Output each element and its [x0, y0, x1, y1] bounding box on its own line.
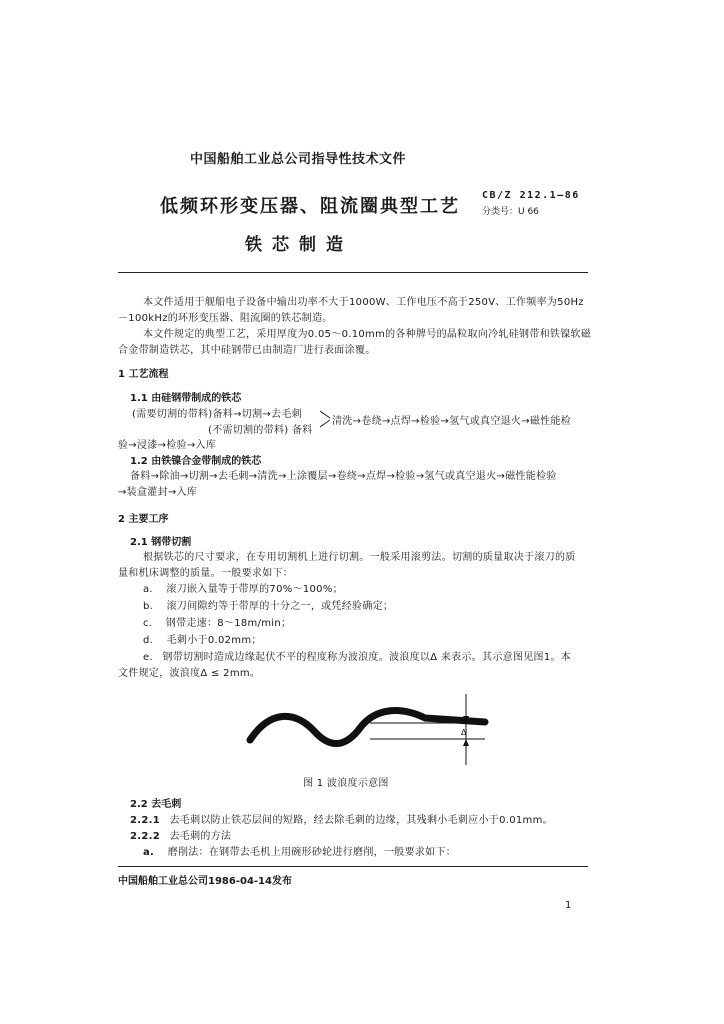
intro-paragraph-2-line1: 本文件规定的典型工艺，采用厚度为0.05～0.10mm的各种牌号的晶粒取向冷轧硅钢带和铁镍软磁 [143, 329, 592, 340]
section-2-2-heading: 2.2 去毛刺 [130, 799, 182, 810]
section-1-1-heading: 1.1 由硅钢带制成的铁芯 [130, 393, 242, 404]
clause-number: 2.2.1 [130, 815, 160, 826]
requirement-item [143, 614, 291, 629]
process-main-flow: 清洗→卷绕→点焊→检验→氢气或真空退火→磁性能检 [332, 416, 572, 427]
document-title-line2: 铁芯制造 [245, 235, 353, 255]
publish-info: 中国船舶工业总公司1986-04-14发布 [118, 876, 292, 887]
section-2-1-heading: 2.1 钢带切割 [130, 537, 192, 548]
intro-paragraph-1-line1: 本文件适用于舰船电子设备中输出功率不大于1000W、工作电压不高于250V、工作频率为50Hz [143, 297, 584, 308]
item-text: 滚刀间隙约等于带厚的十分之一，或凭经验确定； [166, 601, 394, 612]
item-label: a. [143, 584, 153, 595]
cutting-paragraph-line1: 根据铁芯的尺寸要求，在专用切割机上进行切割。一般采用滚剪法。切割的质量取决于滚刀的质 [143, 552, 576, 563]
nickel-process-line1: 备料→除油→切割→去毛刺→清洗→上涂覆层→卷绕→点焊→检验→氢气或真空退火→磁性能检验 [130, 471, 557, 482]
process-main-flow-continued: 验→浸漆→检验→入库 [118, 440, 217, 451]
intro-paragraph-2-line2: 合金带制造铁芯，其中硅钢带已由制造厂进行表面涂覆。 [118, 345, 376, 356]
item-text: 毛刺小于0.02mm； [166, 635, 262, 646]
section-2-heading: 2 主要工序 [118, 514, 169, 525]
arrow-up-icon [463, 739, 469, 746]
item-label: e. [143, 652, 153, 663]
item-text: 滚刀嵌入量等于带厚的70%～100%； [166, 584, 343, 595]
clause-2-2-2 [130, 827, 231, 842]
intro-paragraph-1-line2: －100kHz的环形变压器、阻流圈的铁芯制造。 [118, 313, 333, 324]
delta-label: Δ [461, 728, 467, 737]
clause-text: 去毛刺的方法 [169, 831, 232, 842]
header-divider [118, 272, 588, 273]
item-text: 磨削法：在钢带去毛机上用碗形砂轮进行磨削，一般要求如下： [167, 847, 457, 858]
process-branch-cut: (需要切割的带料)备料→切割→去毛刺 [132, 409, 302, 420]
requirement-item [143, 631, 262, 646]
clause-2-2-2-a [143, 843, 456, 858]
classification-number: 分类号：U 66 [482, 207, 539, 217]
requirement-item [143, 580, 343, 595]
figure-1-caption: 图 1 波浪度示意图 [303, 778, 389, 789]
clause-2-2-1 [130, 811, 553, 826]
process-branch-uncut: (不需切割的带料) 备料 [208, 425, 313, 436]
issuing-organization: 中国船舶工业总公司指导性技术文件 [190, 152, 407, 167]
section-1-2-heading: 1.2 由铁镍合金带制成的铁芯 [130, 456, 262, 467]
requirement-item-e [143, 648, 571, 663]
document-title-line1: 低频环形变压器、阻流圈典型工艺 [160, 196, 460, 217]
item-label: a. [143, 847, 155, 858]
page-number: 1 [565, 900, 572, 911]
section-1-heading: 1 工艺流程 [118, 369, 169, 380]
item-label: c. [143, 618, 153, 629]
waviness-diagram [240, 690, 500, 770]
footer-divider [118, 866, 588, 867]
item-text: 钢带切割时造成边缘起伏不平的程度称为波浪度。波浪度以Δ 来表示。其示意图见图1。本 [162, 652, 572, 663]
standard-code: CB/Z 212.1—86 [482, 190, 580, 201]
item-label: b. [143, 601, 154, 612]
cutting-paragraph-line2: 量和机床调整的质量。一般要求如下： [118, 568, 294, 579]
clause-text: 去毛刺以防止铁芯层间的短路，经去除毛刺的边缘，其残剩小毛刺应小于0.01mm。 [169, 815, 553, 826]
requirement-item [143, 597, 393, 612]
requirement-item-e-continued: 文件规定，波浪度Δ ≤ 2mm。 [118, 668, 261, 679]
nickel-process-line2: →装盒灌封→入库 [118, 487, 198, 498]
clause-number: 2.2.2 [130, 831, 160, 842]
item-label: d. [143, 635, 154, 646]
item-text: 钢带走速：8～18m/min； [165, 618, 292, 629]
